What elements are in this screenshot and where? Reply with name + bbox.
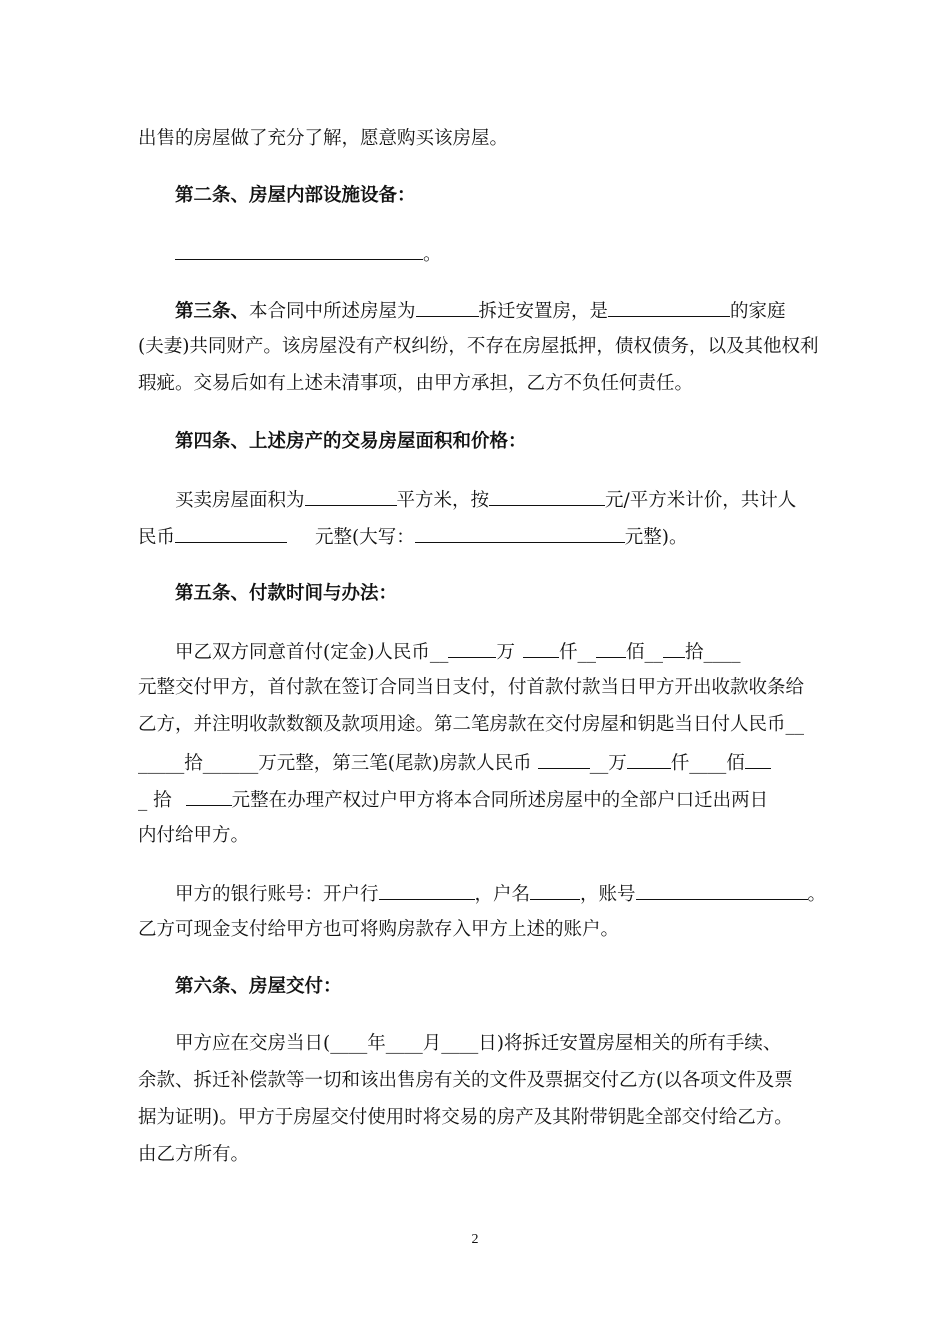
article-3-line-1: 第三条、本合同中所述房屋为 拆迁安置房，是 的家庭 bbox=[175, 298, 855, 324]
article-5-line-3: 乙方，并注明收款数额及款项用途。第二笔房款在交付房屋和钥匙当日付人民币__ bbox=[138, 714, 805, 735]
article-6-line-3: 据为证明)。甲方于房屋交付使用时将交易的房产及其附带钥匙全部交付给乙方。 bbox=[138, 1107, 793, 1128]
article-5-line-4: _____拾______万元整，第三笔(尾款)房款人民币 __万 仟____佰 bbox=[138, 750, 818, 776]
article-4-title: 第四条、上述房产的交易房屋面积和价格： bbox=[175, 431, 527, 452]
article-5-line-1: 甲乙双方同意首付(定金)人民币__ 万 仟__ 佰__ 拾____ bbox=[175, 639, 855, 665]
page-number: 2 bbox=[471, 1232, 479, 1247]
article-2-blank: 。 bbox=[175, 241, 855, 267]
bank-account-line-2: 乙方可现金支付给甲方也可将购房款存入甲方上述的账户。 bbox=[138, 919, 620, 940]
paragraph-line: 出售的房屋做了充分了解，愿意购买该房屋。 bbox=[138, 128, 509, 149]
article-5-line-5: _ 拾 元整在办理产权过户甲方将本合同所述房屋中的全部户口迁出两日 bbox=[138, 787, 818, 813]
article-6-line-1: 甲方应在交房当日(____年____月____日)将拆迁安置房屋相关的所有手续、 bbox=[175, 1033, 782, 1054]
article-5-title: 第五条、付款时间与办法： bbox=[175, 583, 398, 604]
article-5-line-2: 元整交付甲方，首付款在签订合同当日支付，付首款付款当日甲方开出收款收条给 bbox=[138, 677, 805, 698]
article-4-line-2: 民币 元整(大写： 元整)。 bbox=[138, 524, 818, 550]
article-2-title: 第二条、房屋内部设施设备： bbox=[175, 185, 416, 206]
article-6-title: 第六条、房屋交付： bbox=[175, 976, 342, 997]
article-4-line-1: 买卖房屋面积为 平方米，按 元/平方米计价，共计人 bbox=[175, 487, 855, 513]
article-5-line-6: 内付给甲方。 bbox=[138, 825, 250, 846]
bank-account-line: 甲方的银行账号：开户行 ，户名 ，账号 。 bbox=[175, 881, 855, 907]
article-6-line-4: 由乙方所有。 bbox=[138, 1144, 250, 1165]
article-3-line-3: 瑕疵。交易后如有上述未清事项，由甲方承担，乙方不负任何责任。 bbox=[138, 373, 694, 394]
article-6-line-2: 余款、拆迁补偿款等一切和该出售房有关的文件及票据交付乙方(以各项文件及票 bbox=[138, 1070, 793, 1091]
article-3-line-2: (夫妻)共同财产。该房屋没有产权纠纷，不存在房屋抵押，债权债务，以及其他权利 bbox=[138, 336, 819, 357]
